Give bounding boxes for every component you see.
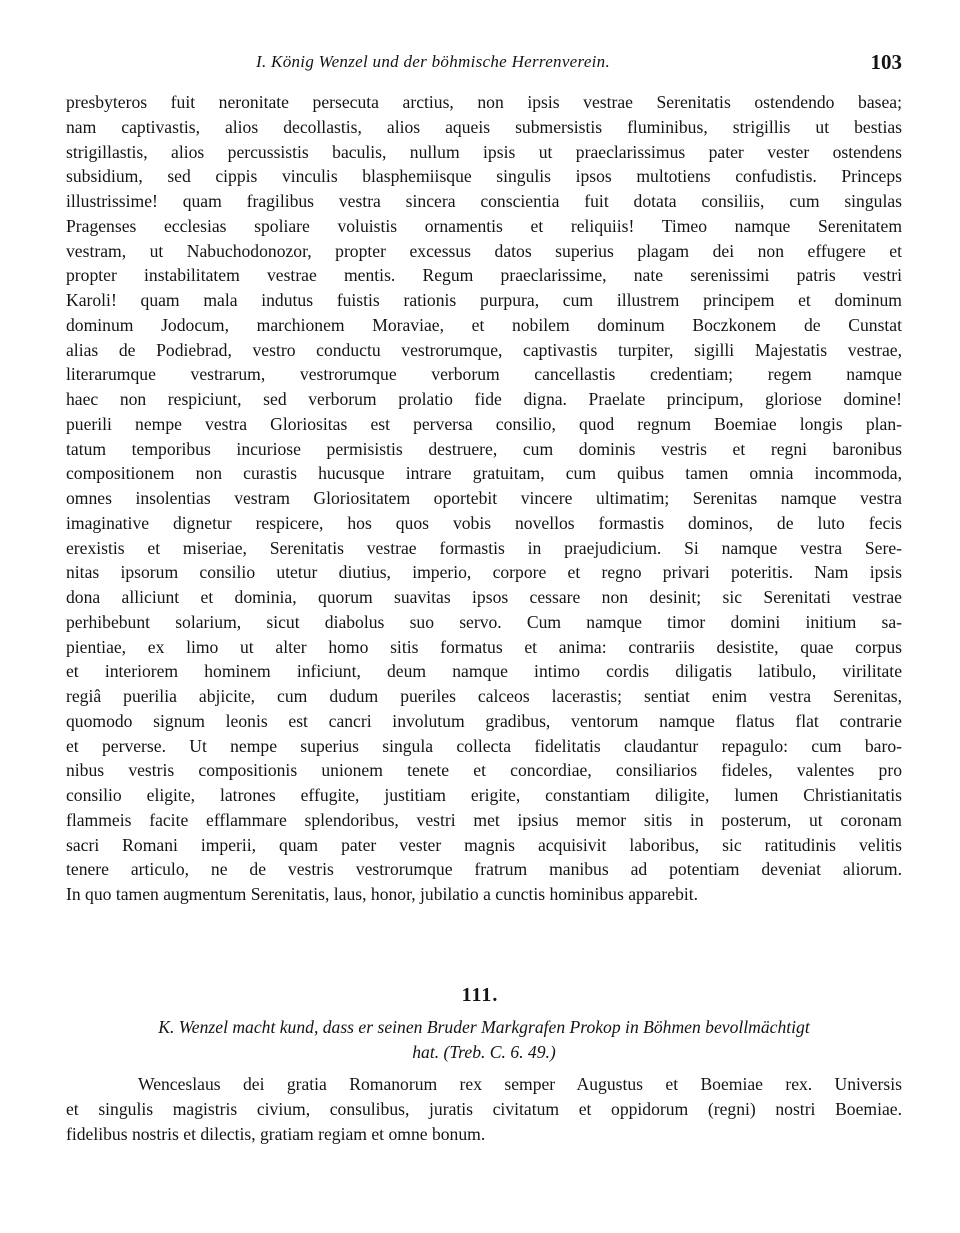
body-text-line: dominum Jodocum, marchionem Moraviae, et nobilem dominum Boczkonem de Cunstat	[66, 314, 902, 335]
body-text-line: dona alliciunt et dominia, quorum suavitas ipsos cessare non desinit; sic Serenitati vestrae	[66, 587, 902, 607]
body-text-line: et perverse. Ut nempe superius singula collecta fidelitatis claudantur repagulo: cum baro-	[66, 735, 902, 756]
body-text-line: quomodo signum leonis est cancri involutum gradibus, ventorum namque flatus flat contrarie	[66, 710, 902, 731]
body-text-line: consilio eligite, latrones effugite, justitiam erigite, constantiam diligite, lumen Christianitatis	[66, 785, 902, 805]
body-text-line: subsidium, sed cippis vinculis blasphemiisque singulis ipsos multotiens confudistis. Princeps	[66, 166, 902, 187]
body-text-line: puerili nempe vestra Gloriositas est perversa consilio, quod regnum Boemiae longis plan-	[66, 413, 902, 434]
body-text-line: compositionem non curastis hucusque intrare gratuitam, cum quibus tamen omnia incommoda,	[66, 463, 902, 484]
body-text-line: In quo tamen augmentum Serenitatis, laus, honor, jubilatio a cunctis hominibus apparebit.	[66, 884, 699, 904]
document-number: 111.	[461, 984, 499, 1006]
body-text-line: regiâ puerilia abjicite, cum dudum pueriles calceos lacerastis; sentiat enim vestra Serenitas,	[66, 686, 902, 706]
body-text-line: strigillastis, alios percussistis baculis, nullum ipsis ut praeclarissimus pater vester ostendens	[66, 141, 902, 162]
document-body-line: Wenceslaus dei gratia Romanorum rex semper Augustus et Boemiae rex. Universis	[138, 1074, 902, 1094]
body-text-line: erexistis et miseriae, Serenitatis vestrae formastis in praejudicium. Si namque vestra Sere-	[66, 537, 902, 558]
body-text-line: imaginative dignetur respicere, hos quos vobis novellos formastis dominos, de luto fecis	[66, 512, 902, 533]
body-text-line: nam captivastis, alios decollastis, alios aqueis submersistis fluminibus, strigillis ut bestias	[66, 116, 902, 137]
body-text-line: sacri Romani imperii, quam pater vester magnis acquisivit laboribus, sic ratitudinis velitis	[66, 834, 902, 855]
document-body-line: et singulis magistris civium, consulibus, juratis civitatum et oppidorum (regni) nostri Boemiae.	[66, 1098, 902, 1119]
document-heading	[66, 1015, 902, 1064]
document-body-line: fidelibus nostris et dilectis, gratiam regiam et omne bonum.	[66, 1123, 486, 1144]
body-text-line: nibus vestris compositionis unionem tenete et concordiae, consiliarios fideles, valentes pro	[66, 760, 902, 781]
body-text	[66, 90, 902, 907]
body-text-line: et interiorem hominem inficiunt, deum namque intimo cordis diligatis latibulo, virilitate	[66, 661, 902, 682]
body-text-line: Karoli! quam mala indutus fuistis rationis purpura, cum illustrem principem et dominum	[66, 290, 902, 310]
body-text-line: nitas ipsorum consilio utetur diutius, imperio, corpore et regno privari poteritis. Nam ipsis	[66, 562, 902, 583]
body-text-line: flammeis facite efflammare splendoribus, vestri met ipsius memor sitis in posterum, ut coronam	[66, 809, 902, 830]
body-text-line: propter instabilitatem vestrae mentis. Regum praeclarissime, nate serenissimi patris vestri	[66, 265, 902, 286]
body-text-line: alias de Podiebrad, vestro conductu vestrorumque, captivastis turpiter, sigilli Majestatis vestrae,	[66, 339, 902, 360]
body-text-line: vestram, ut Nabuchodonozor, propter excessus datos superius plagam dei non effugere et	[66, 240, 902, 261]
running-title: I. König Wenzel und der böhmische Herrenverein.	[256, 52, 611, 71]
document-body	[66, 1072, 902, 1146]
body-text-line: literarumque vestrarum, vestrorumque verborum cancellastis credentiam; regem namque	[66, 364, 902, 385]
body-text-line: tatum temporibus incuriose permisistis destruere, cum dominis vestris et regni baronibus	[66, 438, 902, 459]
body-text-line: illustrissime! quam fragilibus vestra sincera conscientia fuit dotata consiliis, cum singulas	[66, 191, 902, 211]
document-heading-line: K. Wenzel macht kund, dass er seinen Bruder Markgrafen Prokop in Böhmen bevollmächtigt	[158, 1017, 810, 1037]
body-text-line: tenere articulo, ne de vestris vestrorumque fratrum manibus ad potentiam deveniat aliorum.	[66, 859, 902, 880]
document-heading-line: hat. (Treb. C. 6. 49.)	[412, 1041, 556, 1062]
running-head	[66, 52, 902, 82]
body-text-line: presbyteros fuit neronitate persecuta arctius, non ipsis vestrae Serenitatis ostendendo basea;	[66, 92, 902, 112]
page-number: 103	[870, 50, 902, 74]
body-text-line: Pragenses ecclesias spoliare voluistis ornamentis et reliquiis! Timeo namque Serenitatem	[66, 215, 902, 236]
body-text-line: pientiae, ex limo ut alter homo sitis formatus et anima: contrariis desistite, quae corpus	[66, 636, 902, 657]
body-text-line: perhibebunt solarium, sicut diabolus suo servo. Cum namque timor domini initium sa-	[66, 611, 902, 632]
body-text-line: omnes insolentias vestram Gloriositatem oportebit vincere ultimatim; Serenitas namque vestra	[66, 488, 902, 508]
body-text-line: haec non respiciunt, sed verborum prolatio fide digna. Praelate principum, gloriose domine!	[66, 389, 902, 409]
